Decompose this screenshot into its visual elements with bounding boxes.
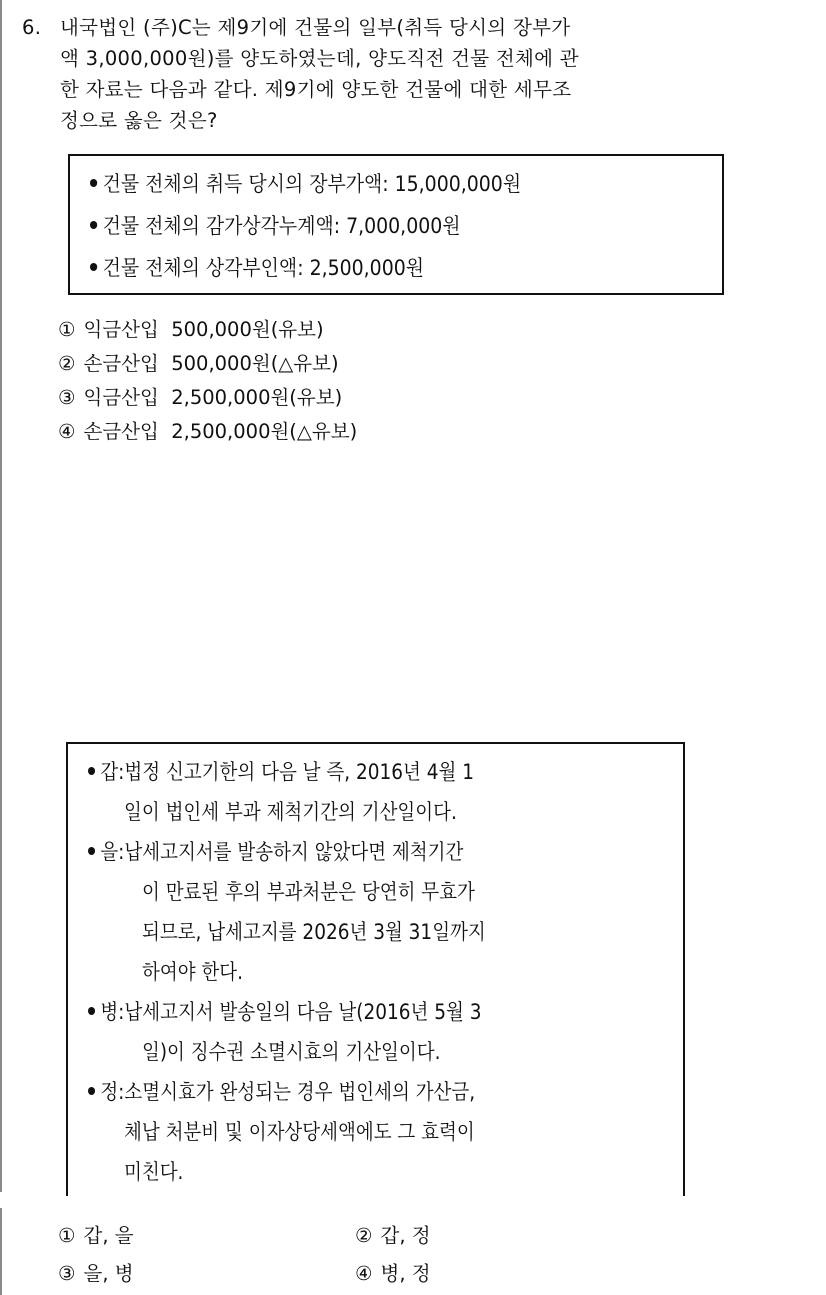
bullet-icon <box>88 1007 95 1015</box>
question-line <box>22 12 782 43</box>
choice-marker: ① <box>58 1224 76 1247</box>
bullet-icon <box>90 263 97 271</box>
bullet-icon <box>88 767 95 775</box>
question-line: 액 3,000,000원)를 양도하였는데, 양도직전 건물 전체에 관 <box>60 47 579 70</box>
choice-text: 손금산입 500,000원(△유보) <box>83 352 339 375</box>
statements-box <box>66 742 685 1196</box>
choice-marker: ③ <box>58 386 76 409</box>
statement-line: 미친다. <box>124 1160 184 1184</box>
choice-text: 익금산입 500,000원(유보) <box>83 318 324 341</box>
choice-text: 갑, 정 <box>380 1224 431 1247</box>
page-margin-rule <box>0 0 2 1192</box>
statement-line <box>88 1076 475 1106</box>
answer-choice-3[interactable] <box>58 382 342 410</box>
question-line: 정으로 옳은 것은? <box>60 109 218 132</box>
statement-line: 체납 처분비 및 이자상당세액에도 그 효력이 <box>124 1120 475 1144</box>
statement-line: 일이 법인세 부과 제척기간의 기산일이다. <box>124 800 457 824</box>
question-number: 6. <box>22 16 42 39</box>
statement-text: 정:소멸시효가 완성되는 경우 법인세의 가산금, <box>100 1080 476 1104</box>
statement-line: 하여야 한다. <box>142 960 244 984</box>
statement-line: 일)이 징수권 소멸시효의 기산일이다. <box>142 1040 441 1064</box>
choice-marker: ③ <box>58 1262 76 1285</box>
statement-line <box>88 836 463 866</box>
question-line: 한 자료는 다음과 같다. 제9기에 양도한 건물에 대한 세무조 <box>60 78 572 101</box>
data-item-text: 건물 전체의 감가상각누계액: 7,000,000원 <box>102 214 461 238</box>
bullet-icon <box>88 847 95 855</box>
choice-marker: ④ <box>355 1262 373 1285</box>
statement-line: 되므로, 납세고지를 2026년 3월 31일까지 <box>142 920 486 944</box>
data-item-text: 건물 전체의 상각부인액: 2,500,000원 <box>102 256 425 280</box>
statement-line <box>88 996 481 1026</box>
page-margin-rule <box>0 1208 2 1295</box>
statement-text: 갑:법정 신고기한의 다음 날 즉, 2016년 4월 1 <box>100 760 475 784</box>
choice-text: 병, 정 <box>380 1262 431 1285</box>
bullet-icon <box>90 221 97 229</box>
answer-choice-2[interactable] <box>355 1220 431 1248</box>
data-item <box>90 252 424 282</box>
choice-text: 익금산입 2,500,000원(유보) <box>83 386 343 409</box>
data-item-text: 건물 전체의 취득 당시의 장부가액: 15,000,000원 <box>102 172 522 196</box>
statement-line <box>88 756 474 786</box>
data-box <box>68 154 724 295</box>
question-text: 내국법인 (주)C는 제9기에 건물의 일부(취득 당시의 장부가 <box>60 16 571 39</box>
choice-marker: ② <box>58 352 76 375</box>
statement-line: 이 만료된 후의 부과처분은 당연히 무효가 <box>142 880 475 904</box>
answer-choice-1[interactable] <box>58 1220 134 1248</box>
answer-choice-1[interactable] <box>58 314 324 342</box>
choice-marker: ④ <box>58 420 76 443</box>
choice-text: 갑, 을 <box>83 1224 134 1247</box>
answer-choice-2[interactable] <box>58 348 339 376</box>
choice-marker: ② <box>355 1224 373 1247</box>
choice-text: 을, 병 <box>83 1262 134 1285</box>
statement-text: 병:납세고지서 발송일의 다음 날(2016년 5월 3 <box>100 1000 482 1024</box>
answer-choice-4[interactable] <box>355 1258 431 1286</box>
question-stem <box>22 12 782 136</box>
bullet-icon <box>88 1087 95 1095</box>
bullet-icon <box>90 179 97 187</box>
statement-text: 을:납세고지서를 발송하지 않았다면 제척기간 <box>100 840 464 864</box>
choice-marker: ① <box>58 318 76 341</box>
data-item <box>90 210 461 240</box>
answer-choice-3[interactable] <box>58 1258 134 1286</box>
choice-text: 손금산입 2,500,000원(△유보) <box>83 420 358 443</box>
data-item <box>90 168 521 198</box>
answer-choice-4[interactable] <box>58 416 357 444</box>
